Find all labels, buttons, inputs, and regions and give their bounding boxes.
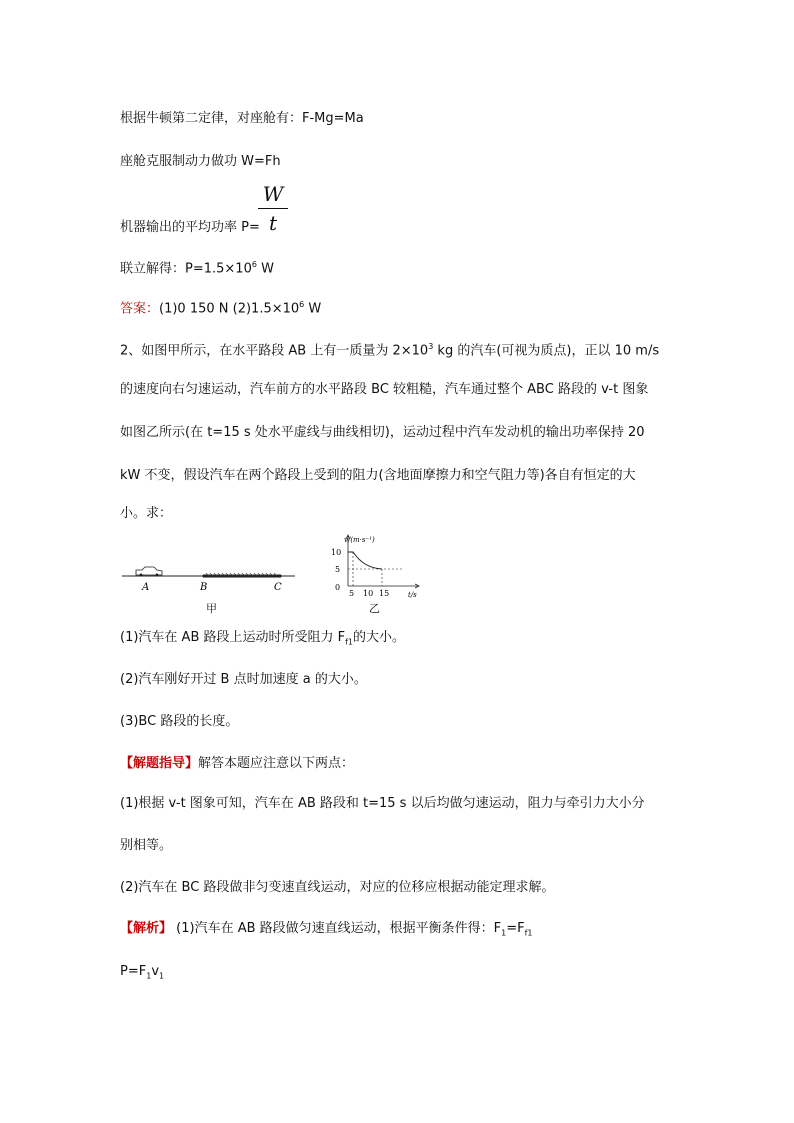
guide-point-2: (2)汽车在 BC 路段做非匀变速直线运动，对应的位移应根据动能定理求解。 [120, 880, 555, 895]
caption-jia: 甲 [206, 602, 217, 615]
vt-graph [331, 535, 419, 599]
solution-label: 【解析】 [120, 921, 173, 936]
text: W [304, 301, 322, 317]
sub: f1 [345, 637, 354, 647]
x-tick-10: 10 [363, 589, 374, 598]
sub: 1 [159, 971, 165, 981]
fraction-denominator: t [268, 211, 278, 235]
sub: 1 [146, 971, 152, 981]
sup: 6 [299, 300, 305, 309]
x-axis-label: t/s [408, 591, 417, 599]
text: P=F [120, 964, 147, 979]
solution-power-eq [120, 964, 164, 985]
sup: 3 [428, 342, 434, 351]
guide-point-1: (1)根据 v-t 图象可知，汽车在 AB 路段和 t=15 s 以后均做匀速运动，阻力与牵引力大小分 [120, 796, 645, 811]
question-line-1 [120, 339, 659, 359]
fraction-bar [258, 208, 288, 209]
sub: f1 [524, 928, 533, 938]
guide-heading [120, 756, 354, 772]
question-line-4: kW 不变，假设汽车在两个路段上受到的阻力(含地面摩擦力和空气阻力等)各自有恒定的大 [120, 468, 636, 483]
solution-heading [120, 921, 533, 942]
line-solution-p [120, 257, 274, 277]
point-a-label: A [142, 582, 150, 593]
answer-text: (1)0 150 N (2)1.5×10 [159, 301, 300, 317]
line-work: 座舱克服制动力做功 W=Fh [120, 154, 281, 169]
text: (1)汽车在 AB 路段做匀速直线运动，根据平衡条件得：F [172, 921, 502, 936]
question-line-2: 的速度向右匀速运动，汽车前方的水平路段 BC 较粗糙，汽车通过整个 ABC 路段的 v-t 图象 [120, 382, 649, 397]
fraction-w-over-t [258, 182, 288, 235]
sub-question-2: (2)汽车刚好开过 B 点时加速度 a 的大小。 [120, 672, 367, 687]
sub-question-3: (3)BC 路段的长度。 [120, 714, 239, 729]
line-answer [120, 297, 321, 317]
line-power: 机器输出的平均功率 P= [120, 220, 260, 235]
guide-text: 解答本题应注意以下两点： [198, 756, 355, 771]
line-newton: 根据牛顿第二定律，对座舱有：F-Mg=Ma [120, 111, 364, 126]
text: 的大小。 [353, 630, 406, 645]
text: (1)汽车在 AB 路段上运动时所受阻力 F [120, 630, 346, 645]
question-line-3: 如图乙所示(在 t=15 s 处水平虚线与曲线相切)，运动过程中汽车发动机的输出功率保持 20 [120, 425, 645, 440]
figure-svg [120, 532, 430, 614]
point-c-label: C [274, 582, 282, 593]
guide-point-1-cont: 别相等。 [120, 838, 173, 853]
text: v [151, 964, 160, 979]
guide-label: 【解题指导】 [120, 756, 199, 771]
x-tick-5: 5 [349, 589, 355, 598]
answer-label: 答案： [120, 301, 160, 317]
car-icon [136, 567, 162, 577]
sub-question-1 [120, 630, 405, 651]
text: kg 的汽车(可视为质点)，正以 10 m/s [433, 343, 660, 359]
rough-section [204, 573, 280, 576]
x-tick-15: 15 [379, 589, 390, 598]
y-tick-10: 10 [331, 548, 342, 557]
text: 2、如图甲所示，在水平路段 AB 上有一质量为 2×10 [120, 343, 429, 359]
sub: 1 [501, 928, 507, 938]
point-b-dot [202, 574, 205, 577]
point-b-label: B [200, 582, 208, 593]
text: 联立解得：P=1.5×10 [120, 261, 252, 277]
text: =F [506, 921, 525, 936]
fraction-numerator: W [262, 182, 284, 206]
question-line-5: 小。求： [120, 506, 173, 521]
y-axis-label: v/(m·s⁻¹) [344, 536, 375, 544]
figure [120, 532, 430, 614]
sup: 6 [251, 260, 257, 269]
y-tick-5: 5 [335, 565, 341, 574]
y-tick-0: 0 [335, 583, 341, 592]
point-c-dot [278, 574, 281, 577]
caption-yi: 乙 [369, 602, 380, 615]
text: W [256, 261, 274, 277]
